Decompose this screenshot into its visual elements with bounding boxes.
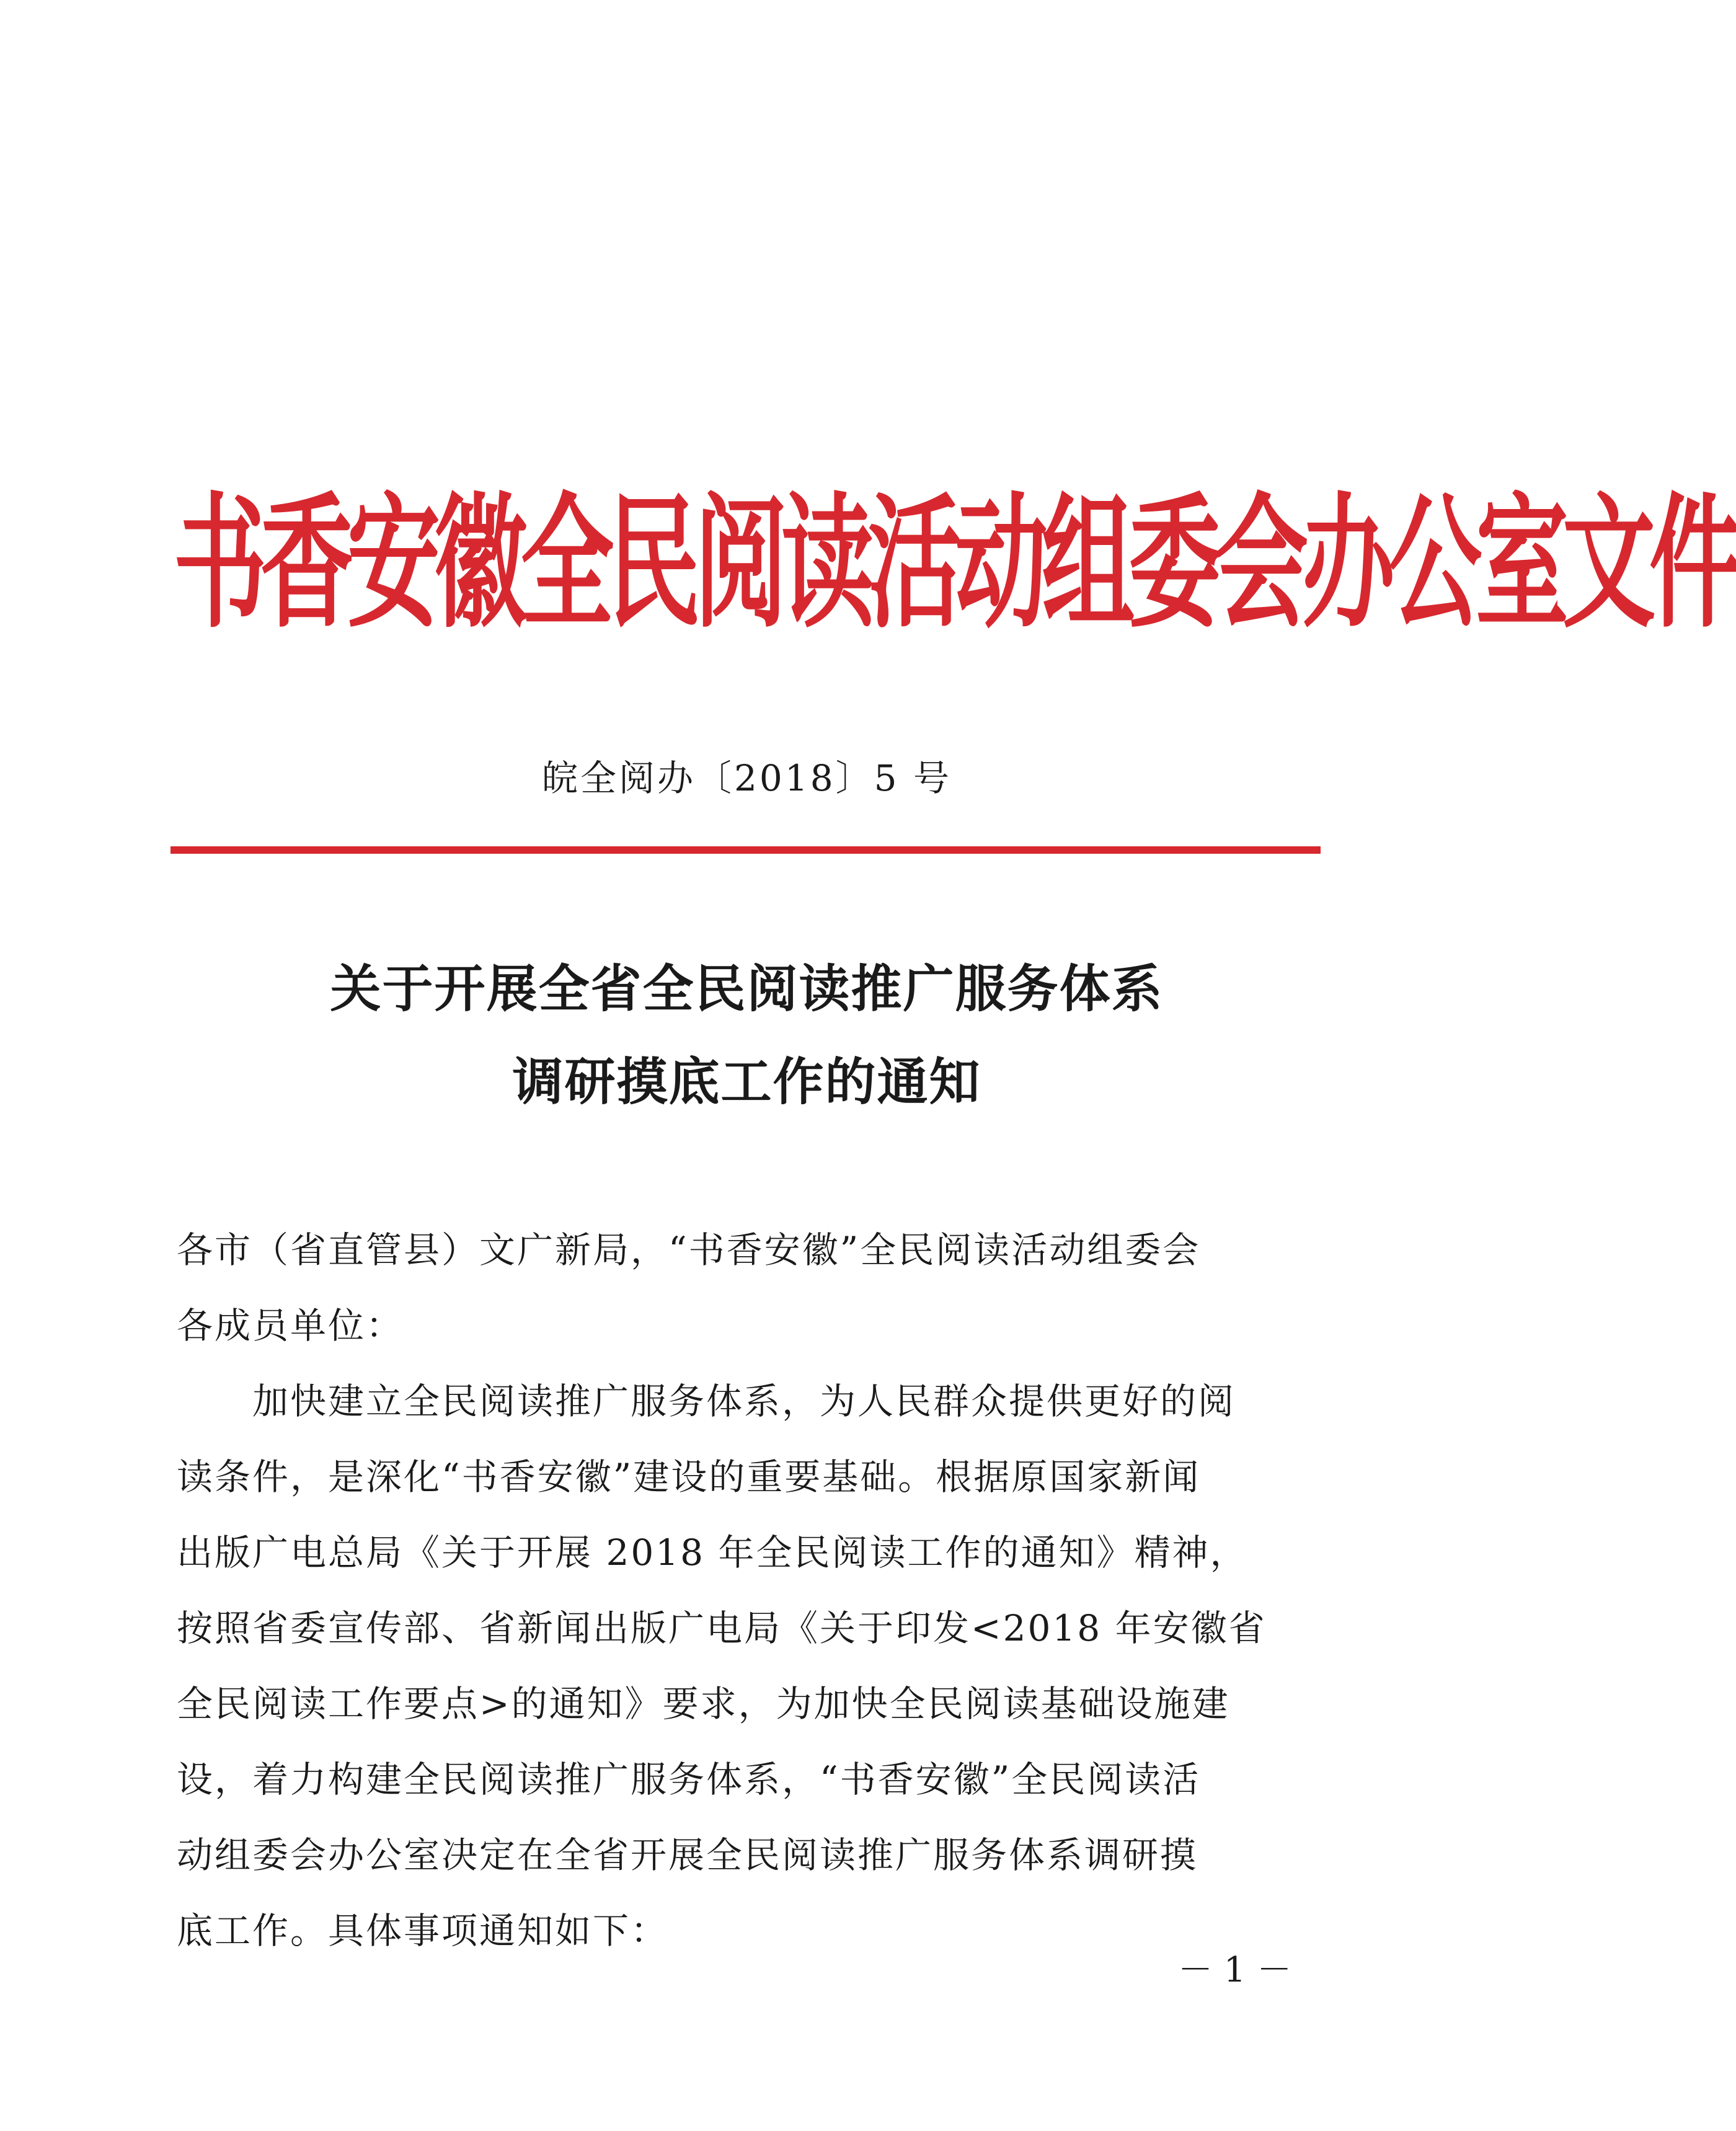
body-line-addressee-2: 各成员单位： xyxy=(177,1305,404,1347)
body-line: 动组委会办公室决定在全省开展全民阅读推广服务体系调研摸 xyxy=(177,1834,1198,1876)
body-line: 加快建立全民阅读推广服务体系，为人民群众提供更好的阅 xyxy=(177,1380,1236,1422)
masthead-title: 书香安徽全民阅读活动组委会办公室文件 xyxy=(174,481,1736,648)
body-line: 出版广电总局《关于开展 2018 年全民阅读工作的通知》精神， xyxy=(177,1531,1248,1574)
body-line-addressee-1: 各市（省直管县）文广新局，“书香安徽”全民阅读活动组委会 xyxy=(177,1229,1201,1271)
document-number: 皖全阅办〔2018〕5 号 xyxy=(542,757,952,799)
notice-title-line-2: 调研摸底工作的通知 xyxy=(512,1052,981,1112)
red-divider-rule xyxy=(170,846,1321,854)
notice-title-line-1: 关于开展全省全民阅读推广服务体系 xyxy=(330,959,1164,1019)
body-line: 读条件，是深化“书香安徽”建设的重要基础。根据原国家新闻 xyxy=(177,1456,1201,1498)
body-line: 全民阅读工作要点>的通知》要求，为加快全民阅读基础设施建 xyxy=(177,1683,1230,1725)
page-number: － 1 － xyxy=(1178,1950,1292,1990)
body-line: 底工作。具体事项通知如下： xyxy=(177,1910,669,1952)
body-line: 按照省委宣传部、省新闻出版广电局《关于印发<2018 年安徽省 xyxy=(177,1607,1267,1649)
body-line: 设，着力构建全民阅读推广服务体系，“书香安徽”全民阅读活 xyxy=(177,1758,1201,1801)
